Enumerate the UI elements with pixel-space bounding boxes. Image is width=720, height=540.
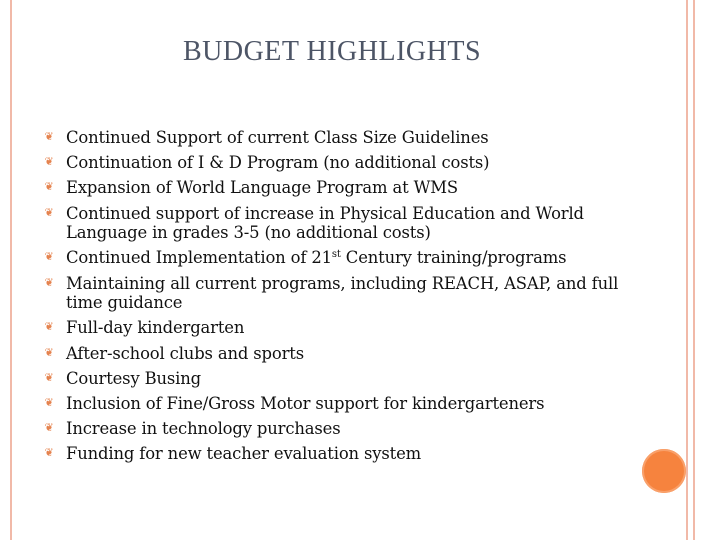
bullet-item [42, 178, 642, 198]
fleuron-icon: ❦ [44, 155, 54, 169]
bullet-text: Courtesy Busing [66, 368, 202, 388]
bullet-text: Increase in technology purchases [66, 419, 341, 439]
bullet-text: After-school clubs and sports [66, 343, 304, 363]
bullet-text-pre: Continued Implementation of 21 [66, 248, 332, 268]
bullet-text: Expansion of World Language Program at WMS [66, 178, 458, 198]
fleuron-icon: ❦ [44, 345, 54, 359]
bullet-item [42, 318, 642, 338]
left-border-line [10, 0, 12, 540]
fleuron-icon: ❦ [44, 370, 54, 384]
fleuron-icon: ❦ [44, 421, 54, 435]
bullet-text: Continuation of I & D Program (no additional costs) [66, 153, 490, 173]
bullet-text: Continued support of increase in Physical Education and World Language in grades 3-5 (no additional costs) [66, 203, 584, 243]
ordinal-suffix: st [331, 249, 341, 261]
bullet-item [42, 248, 642, 268]
bullet-list [42, 128, 642, 469]
decorative-orange-circle [642, 449, 686, 493]
fleuron-icon: ❦ [44, 130, 54, 143]
bullet-item [42, 344, 642, 364]
right-border-line-outer [693, 0, 695, 540]
bullet-item [42, 444, 642, 464]
bullet-text: Inclusion of Fine/Gross Motor support for kindergarteners [66, 393, 545, 413]
right-border-line [686, 0, 688, 540]
fleuron-icon: ❦ [44, 446, 54, 460]
bullet-text: Maintaining all current programs, including REACH, ASAP, and full time guidance [66, 273, 619, 313]
fleuron-icon: ❦ [44, 320, 54, 334]
fleuron-icon: ❦ [44, 205, 54, 219]
bullet-item [42, 128, 642, 148]
bullet-item [42, 204, 642, 243]
bullet-text: Full-day kindergarten [66, 318, 245, 338]
fleuron-icon: ❦ [44, 250, 54, 264]
fleuron-icon: ❦ [44, 180, 54, 194]
bullet-item [42, 394, 642, 414]
slide-title: BUDGET HIGHLIGHTS [182, 36, 482, 67]
bullet-item [42, 153, 642, 173]
bullet-text: Continued Support of current Class Size Guidelines [66, 128, 489, 147]
bullet-item [42, 369, 642, 389]
bullet-text: Funding for new teacher evaluation system [66, 444, 422, 464]
bullet-item [42, 419, 642, 439]
fleuron-icon: ❦ [44, 275, 54, 289]
fleuron-icon: ❦ [44, 395, 54, 409]
bullet-text-post: Century training/programs [340, 248, 567, 268]
bullet-item [42, 274, 642, 313]
